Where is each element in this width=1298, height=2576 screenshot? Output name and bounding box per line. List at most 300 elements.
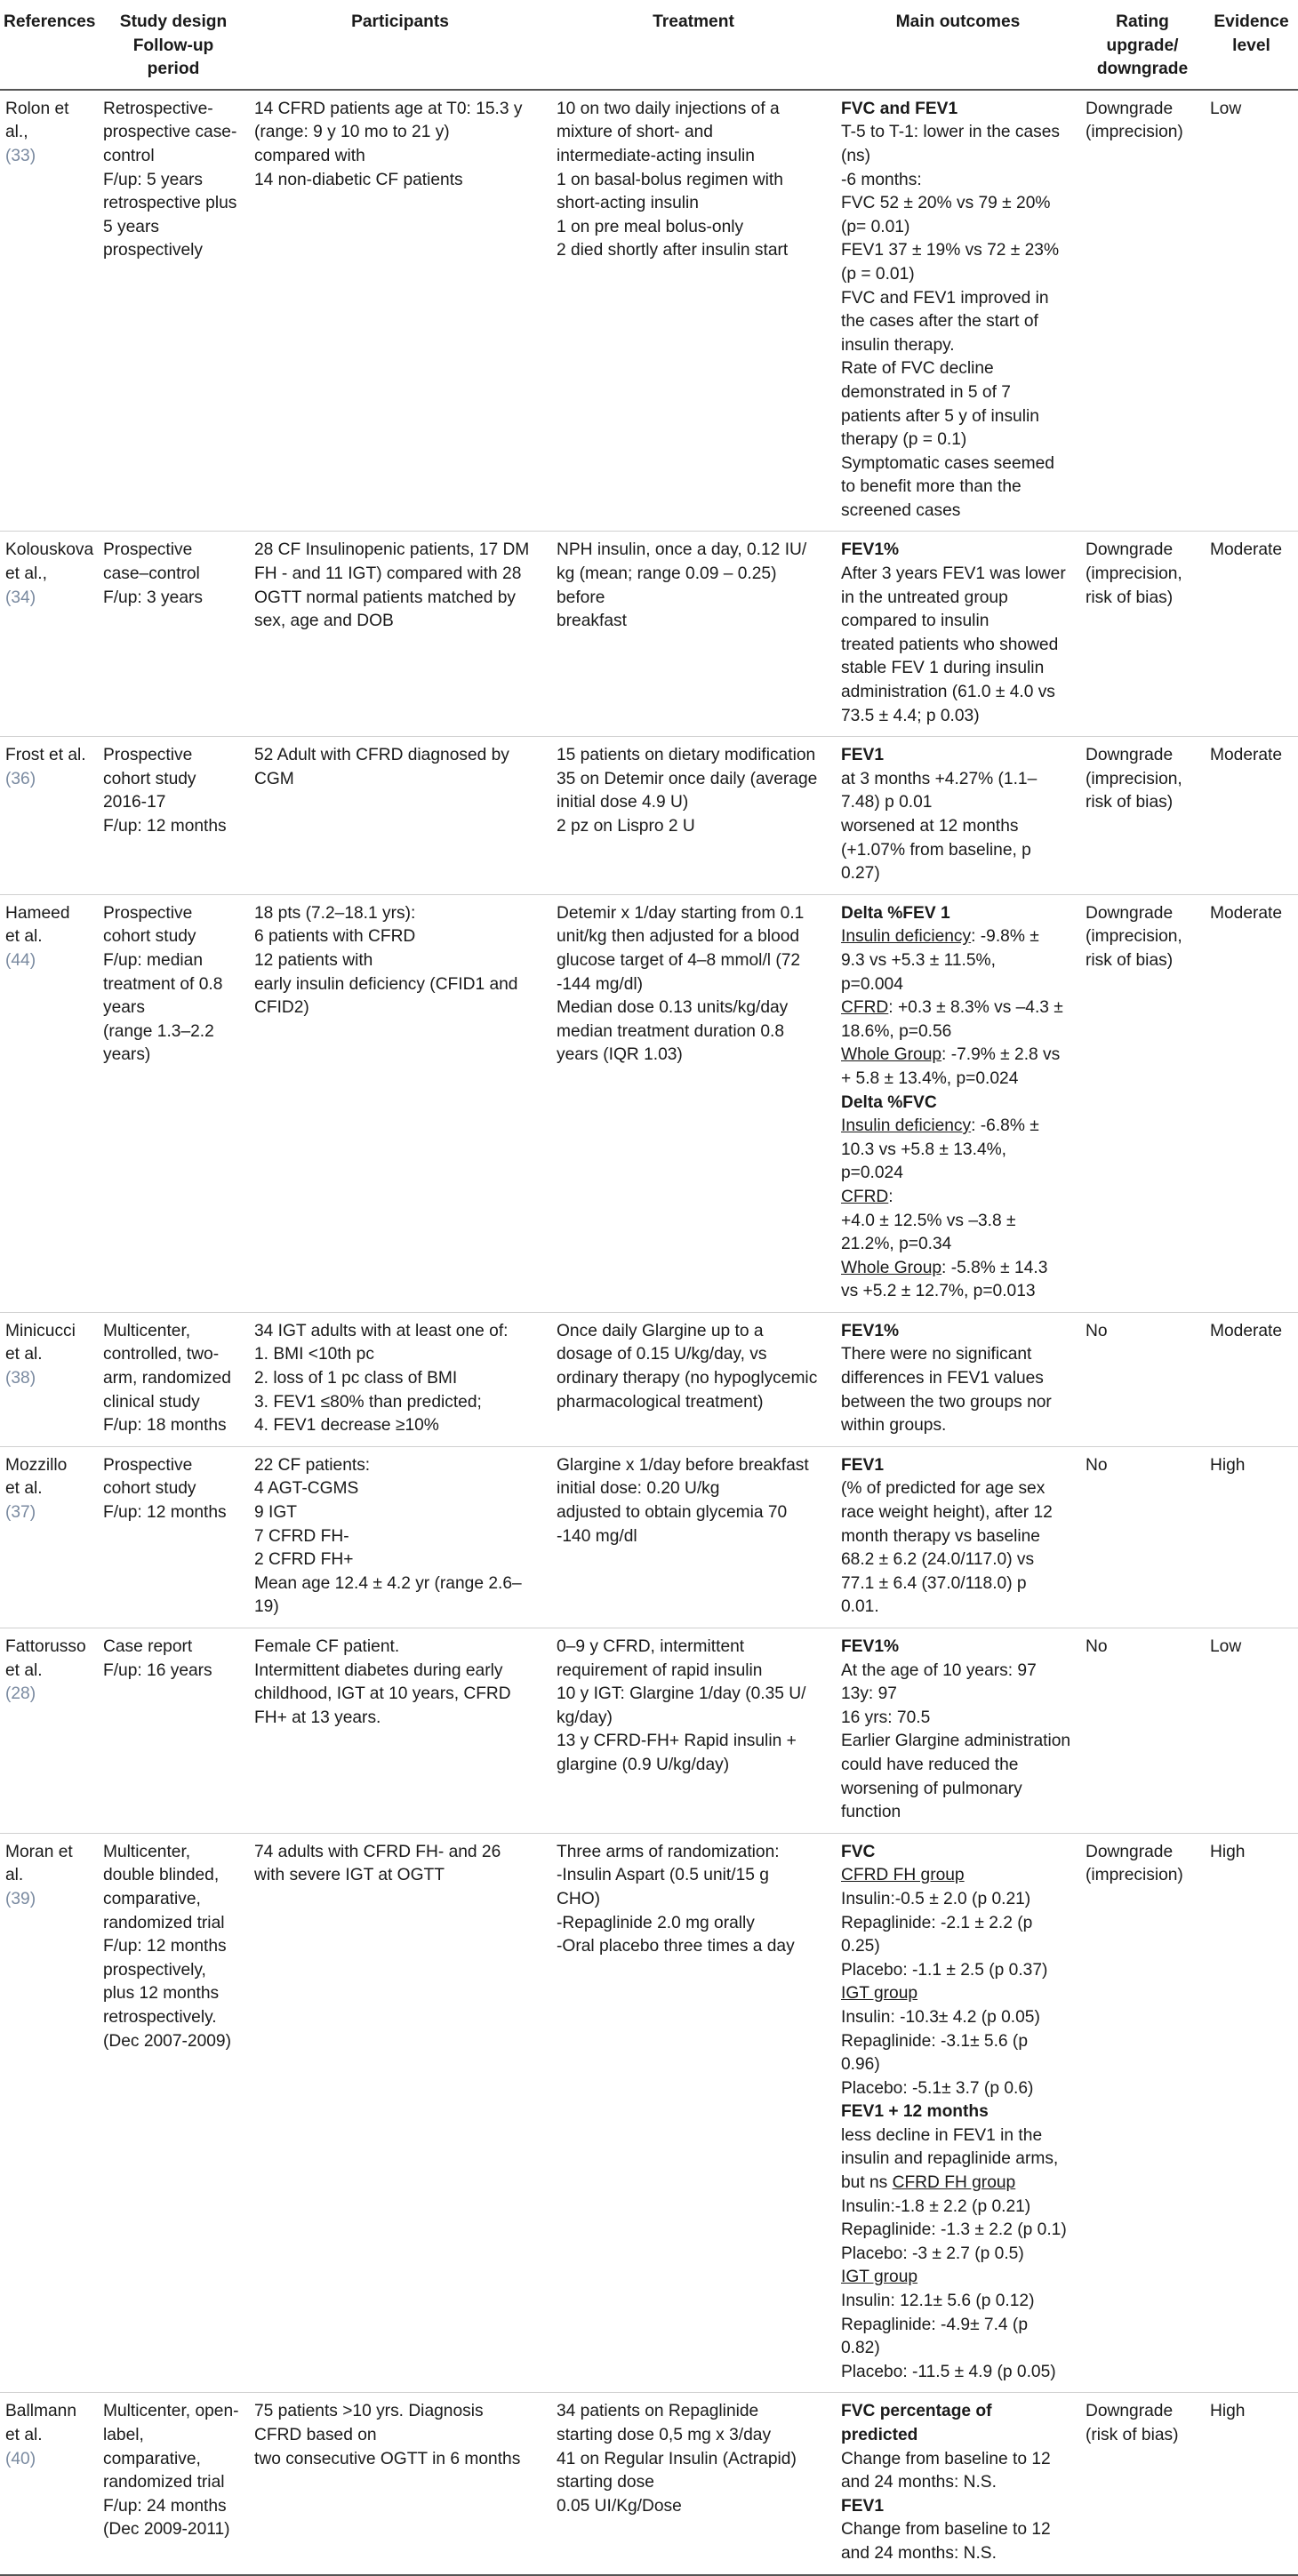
- study-design-line: cohort study: [103, 1479, 196, 1499]
- outcome-line: [841, 145, 1075, 169]
- participants-line: FH - and 11 IGT) compared with 28: [254, 564, 522, 584]
- outcome-text: 16 yrs: 70.5: [841, 1708, 931, 1727]
- outcome-text: treated patients who showed: [841, 635, 1059, 654]
- outcome-text: function: [841, 1803, 901, 1822]
- table-row: [0, 1446, 1298, 1628]
- outcome-line: [841, 2337, 1075, 2361]
- cell-participants: [249, 90, 551, 532]
- outcome-heading: FEV1: [841, 2496, 884, 2516]
- header-row: [0, 0, 1298, 90]
- treatment-line: Median dose 0.13 units/kg/day: [557, 998, 789, 1018]
- reference-name: Kolouskova: [5, 540, 94, 560]
- participants-line: 4. FEV1 decrease ≥10%: [254, 1416, 439, 1436]
- study-design-line: F/up: 16 years: [103, 1660, 212, 1680]
- treatment-line: before: [557, 588, 605, 607]
- study-design-line: plus 12 months: [103, 1984, 220, 2004]
- outcome-line: [841, 2424, 1075, 2448]
- cell-main-outcomes: [836, 1446, 1080, 1628]
- cell-reference: [0, 2393, 98, 2575]
- treatment-line: 13 y CFRD-FH+ Rapid insulin +: [557, 1732, 797, 1751]
- outcome-line: [841, 1982, 1075, 2006]
- outcome-text: Placebo: -3 ± 2.7 (p 0.5): [841, 2244, 1024, 2263]
- study-design-line: double blinded,: [103, 1866, 220, 1885]
- participants-line: OGTT normal patients matched by: [254, 588, 516, 607]
- rating-line: (risk of bias): [1086, 2426, 1179, 2444]
- study-design-line: F/up: 12 months: [103, 1503, 227, 1523]
- cell-main-outcomes: [836, 90, 1080, 532]
- cell-evidence-level: Low: [1205, 90, 1298, 532]
- outcome-line: [841, 1501, 1075, 1525]
- treatment-line: 2 pz on Lispro 2 U: [557, 817, 695, 836]
- outcome-line: [841, 381, 1075, 405]
- outcome-text: Symptomatic cases seemed: [841, 453, 1054, 473]
- outcome-line: [841, 121, 1075, 145]
- cell-participants: [249, 894, 551, 1312]
- outcome-subgroup: Whole Group: [841, 1258, 942, 1277]
- participants-line: 52 Adult with CFRD diagnosed by: [254, 746, 509, 765]
- outcome-heading: FVC percentage of: [841, 2402, 992, 2421]
- outcome-subgroup: IGT group: [841, 2268, 918, 2287]
- outcome-line: [841, 949, 1075, 973]
- treatment-line: -Repaglinide 2.0 mg orally: [557, 1913, 755, 1932]
- outcome-line: [841, 98, 1075, 122]
- outcome-text: 0.25): [841, 1937, 880, 1956]
- outcome-text: 0.82): [841, 2339, 880, 2358]
- treatment-line: requirement of rapid insulin: [557, 1660, 763, 1680]
- study-design-line: retrospectively.: [103, 2007, 217, 2027]
- header-line: Rating: [1116, 12, 1169, 31]
- cell-treatment: [551, 737, 836, 895]
- participants-line: (range: 9 y 10 mo to 21 y): [254, 123, 450, 142]
- treatment-line: 15 patients on dietary modification: [557, 746, 816, 765]
- header-line: Main outcomes: [895, 12, 1021, 31]
- rating-line: (imprecision): [1086, 123, 1183, 142]
- outcome-text: Repaglinide: -3.1± 5.6 (p: [841, 2031, 1028, 2051]
- treatment-line: 10 y IGT: Glargine 1/day (0.35 U/: [557, 1684, 806, 1704]
- outcome-line: [841, 744, 1075, 768]
- outcome-line: [841, 310, 1075, 334]
- outcome-text: demonstrated in 5 of 7: [841, 382, 1011, 402]
- outcome-line: [841, 2361, 1075, 2385]
- study-design-line: clinical study: [103, 1392, 200, 1412]
- outcome-line: [841, 287, 1075, 311]
- outcome-line: [841, 2148, 1075, 2172]
- outcome-text: Placebo: -1.1 ± 2.5 (p 0.37): [841, 1960, 1048, 1980]
- treatment-line: median treatment duration 0.8: [557, 1021, 784, 1041]
- reference-name: Hameed: [5, 903, 70, 923]
- cell-evidence-level: Moderate: [1205, 894, 1298, 1312]
- treatment-line: starting dose: [557, 2473, 654, 2492]
- outcome-line: [841, 1707, 1075, 1731]
- treatment-line: unit/kg then adjusted for a blood: [557, 927, 800, 947]
- outcome-text: Insulin:-0.5 ± 2.0 (p 0.21): [841, 1889, 1031, 1908]
- outcome-text: race weight height), after 12: [841, 1503, 1053, 1523]
- header-line: References: [4, 12, 96, 31]
- outcome-text: p=0.024: [841, 1164, 903, 1183]
- outcome-subgroup: CFRD FH group: [841, 1866, 965, 1885]
- table-body: [0, 90, 1298, 2575]
- outcome-text: the cases after the start of: [841, 312, 1038, 332]
- cell-evidence-level: Moderate: [1205, 737, 1298, 895]
- rating-line: Downgrade: [1086, 746, 1174, 765]
- cell-treatment: [551, 532, 836, 737]
- outcome-line: [841, 2053, 1075, 2077]
- study-design-line: F/up: 12 months: [103, 1937, 227, 1956]
- cell-rating: [1080, 1628, 1205, 1834]
- outcome-text: FVC and FEV1 improved in: [841, 288, 1049, 308]
- reference-citation: (40): [5, 2449, 36, 2468]
- outcome-subgroup: Insulin deficiency: [841, 1116, 972, 1136]
- cell-participants: [249, 1833, 551, 2393]
- treatment-line: initial dose 4.9 U): [557, 793, 689, 812]
- cell-treatment: [551, 2393, 836, 2575]
- outcome-line: [841, 681, 1075, 705]
- rating-line: risk of bias): [1086, 950, 1174, 970]
- study-design-line: Prospective: [103, 746, 193, 765]
- outcome-line: [841, 1092, 1075, 1116]
- outcome-text: 13y: 97: [841, 1684, 897, 1704]
- outcome-text: could have reduced the: [841, 1755, 1019, 1774]
- outcome-line: [841, 2290, 1075, 2314]
- treatment-line: 2 died shortly after insulin start: [557, 241, 789, 260]
- outcome-subgroup: CFRD: [841, 998, 889, 1018]
- outcome-line: [841, 1320, 1075, 1344]
- participants-line: 75 patients >10 yrs. Diagnosis: [254, 2402, 484, 2421]
- outcome-text: 0.96): [841, 2055, 880, 2075]
- outcome-line: [841, 768, 1075, 792]
- study-design-line: cohort study: [103, 769, 196, 788]
- outcome-line: [841, 1454, 1075, 1478]
- header-line: level: [1232, 36, 1270, 55]
- outcome-text: but ns: [841, 2173, 893, 2193]
- study-design-line: years: [103, 998, 145, 1018]
- outcome-text: Rate of FVC decline: [841, 359, 994, 379]
- outcome-text: Repaglinide: -1.3 ± 2.2 (p 0.1): [841, 2220, 1067, 2240]
- cell-evidence-level: High: [1205, 2393, 1298, 2575]
- study-design-line: F/up: 3 years: [103, 588, 203, 607]
- cell-reference: [0, 894, 98, 1312]
- outcome-line: [841, 1343, 1075, 1367]
- treatment-line: -144 mg/dl): [557, 974, 644, 994]
- study-design-line: Case report: [103, 1637, 193, 1656]
- outcome-text: 7.48) p 0.01: [841, 793, 933, 812]
- header-line: upgrade/: [1106, 36, 1179, 55]
- cell-study-design: [98, 894, 249, 1312]
- outcome-line: [841, 239, 1075, 263]
- treatment-line: -Insulin Aspart (0.5 unit/15 g: [557, 1866, 769, 1885]
- outcome-subgroup: CFRD FH group: [892, 2173, 1016, 2193]
- cell-reference: [0, 1312, 98, 1446]
- reference-name: et al.: [5, 1345, 43, 1364]
- outcome-line: [841, 2518, 1075, 2542]
- cell-treatment: [551, 1446, 836, 1628]
- outcome-line: [841, 973, 1075, 997]
- participants-line: 3. FEV1 ≤80% than predicted;: [254, 1392, 482, 1412]
- header-line: Follow-up: [132, 36, 214, 55]
- study-design-line: retrospective plus: [103, 194, 237, 213]
- rating-line: (imprecision): [1086, 1866, 1183, 1885]
- participants-line: 18 pts (7.2–18.1 yrs):: [254, 903, 416, 923]
- outcome-line: [841, 2196, 1075, 2220]
- outcome-line: [841, 1210, 1075, 1234]
- outcome-line: [841, 1391, 1075, 1415]
- study-design-line: comparative,: [103, 1889, 201, 1908]
- cell-participants: [249, 737, 551, 895]
- cell-treatment: [551, 894, 836, 1312]
- outcome-text: worsening of pulmonary: [841, 1779, 1022, 1798]
- outcome-text: 21.2%, p=0.34: [841, 1235, 952, 1254]
- study-design-line: cohort study: [103, 927, 196, 947]
- outcome-line: [841, 657, 1075, 681]
- treatment-line: glucose target of 4–8 mmol/l (72: [557, 950, 801, 970]
- participants-line: 34 IGT adults with at least one of:: [254, 1321, 509, 1340]
- outcome-line: [841, 428, 1075, 452]
- rating-line: (imprecision,: [1086, 769, 1182, 788]
- rating-line: No: [1086, 1637, 1108, 1656]
- reference-citation: (37): [5, 1503, 36, 1523]
- outcome-text: Insulin: -10.3± 4.2 (p 0.05): [841, 2007, 1040, 2027]
- treatment-line: kg/day): [557, 1708, 613, 1727]
- outcome-line: [841, 1257, 1075, 1281]
- reference-name: et al.,: [5, 564, 47, 584]
- outcome-text: : -6.8% ±: [971, 1116, 1039, 1136]
- cell-treatment: [551, 1312, 836, 1446]
- outcome-text: insulin and repaglinide arms,: [841, 2149, 1059, 2169]
- reference-name: Ballmann: [5, 2402, 76, 2421]
- study-design-line: Multicenter,: [103, 1321, 191, 1340]
- cell-reference: [0, 532, 98, 737]
- cell-study-design: [98, 1446, 249, 1628]
- study-design-line: 2016-17: [103, 793, 166, 812]
- rating-line: risk of bias): [1086, 793, 1174, 812]
- outcome-text: therapy (p = 0.1): [841, 430, 967, 450]
- study-design-line: Multicenter,: [103, 1842, 191, 1861]
- treatment-line: -140 mg/dl: [557, 1526, 637, 1546]
- table-row: [0, 2393, 1298, 2575]
- cell-participants: [249, 1628, 551, 1834]
- participants-line: FH+ at 13 years.: [254, 1708, 381, 1727]
- outcome-line: [841, 1730, 1075, 1754]
- treatment-line: 34 patients on Repaglinide: [557, 2402, 759, 2421]
- participants-line: childhood, IGT at 10 years, CFRD: [254, 1684, 511, 1704]
- reference-name: et al.: [5, 2426, 43, 2444]
- outcome-line: [841, 539, 1075, 563]
- outcome-text: 10.3 vs +5.8 ± 13.4%,: [841, 1140, 1007, 1159]
- cell-reference: [0, 1833, 98, 2393]
- participants-line: 7 CFRD FH-: [254, 1526, 349, 1546]
- rating-line: Downgrade: [1086, 1842, 1174, 1861]
- table-row: [0, 90, 1298, 532]
- study-design-line: F/up: 18 months: [103, 1416, 227, 1436]
- outcome-text: Placebo: -11.5 ± 4.9 (p 0.05): [841, 2362, 1056, 2381]
- outcome-line: [841, 925, 1075, 949]
- outcome-line: [841, 2471, 1075, 2495]
- reference-citation: (38): [5, 1369, 36, 1388]
- treatment-line: adjusted to obtain glycemia 70: [557, 1503, 788, 1523]
- cell-participants: [249, 532, 551, 737]
- outcome-line: [841, 1572, 1075, 1596]
- outcome-text: :: [888, 1187, 893, 1206]
- participants-line: 2. loss of 1 pc class of BMI: [254, 1369, 458, 1388]
- reference-name: Moran et al.: [5, 1842, 73, 1885]
- outcome-line: [841, 1596, 1075, 1620]
- outcome-line: [841, 1801, 1075, 1825]
- treatment-line: ordinary therapy (no hypoglycemic: [557, 1369, 818, 1388]
- outcome-text: At the age of 10 years: 97: [841, 1660, 1037, 1680]
- reference-citation: (34): [5, 588, 36, 607]
- reference-name: Mozzillo: [5, 1455, 68, 1475]
- table-row: [0, 1312, 1298, 1446]
- outcome-text: T-5 to T-1: lower in the cases: [841, 123, 1060, 142]
- outcome-heading: Delta %FEV 1: [841, 903, 950, 923]
- outcome-text: Earlier Glargine administration: [841, 1732, 1071, 1751]
- outcome-line: [841, 1636, 1075, 1660]
- outcome-text: 18.6%, p=0.56: [841, 1021, 952, 1041]
- outcome-text: 9.3 vs +5.3 ± 11.5%,: [841, 950, 996, 970]
- header-main-outcomes: [836, 0, 1080, 90]
- study-design-line: arm, randomized: [103, 1369, 231, 1388]
- table-row: [0, 737, 1298, 895]
- outcome-text: After 3 years FEV1 was lower: [841, 564, 1066, 584]
- outcome-text: 68.2 ± 6.2 (24.0/117.0) vs: [841, 1550, 1035, 1570]
- reference-citation: (44): [5, 950, 36, 970]
- table-row: [0, 532, 1298, 737]
- outcome-text: compared to insulin: [841, 612, 990, 631]
- reference-name: et al.: [5, 1660, 43, 1680]
- outcome-line: [841, 2243, 1075, 2267]
- cell-rating: [1080, 532, 1205, 737]
- header-evidence-level: [1205, 0, 1298, 90]
- outcome-line: [841, 1044, 1075, 1068]
- outcome-line: [841, 2266, 1075, 2290]
- outcome-text: Change from baseline to 12: [841, 2449, 1051, 2468]
- study-design-line: prospectively: [103, 241, 203, 260]
- header-participants: [249, 0, 551, 90]
- study-design-line: label,: [103, 2426, 144, 2444]
- participants-line: 4 AGT-CGMS: [254, 1479, 359, 1499]
- outcome-text: FVC 52 ± 20% vs 79 ± 20%: [841, 194, 1051, 213]
- outcome-text: at 3 months +4.27% (1.1–: [841, 769, 1038, 788]
- table-row: [0, 894, 1298, 1312]
- study-design-line: F/up: median: [103, 950, 203, 970]
- study-design-line: (Dec 2009-2011): [103, 2520, 230, 2540]
- table-row: [0, 1833, 1298, 2393]
- rating-line: No: [1086, 1321, 1108, 1340]
- outcome-line: [841, 452, 1075, 476]
- outcome-line: [841, 1280, 1075, 1304]
- outcome-line: [841, 1186, 1075, 1210]
- reference-name: Frost et al.: [5, 746, 86, 765]
- header-line: downgrade: [1096, 60, 1189, 79]
- outcome-text: (p= 0.01): [841, 217, 910, 236]
- study-design-line: control: [103, 146, 155, 165]
- participants-line: Intermittent diabetes during early: [254, 1660, 503, 1680]
- treatment-line: glargine (0.9 U/kg/day): [557, 1755, 730, 1774]
- study-design-line: years): [103, 1045, 151, 1065]
- treatment-line: Glargine x 1/day before breakfast: [557, 1455, 809, 1475]
- outcome-heading: FVC and FEV1: [841, 99, 958, 118]
- reference-citation: (28): [5, 1684, 36, 1704]
- treatment-line: breakfast: [557, 612, 627, 631]
- outcome-text: Insulin:-1.8 ± 2.2 (p 0.21): [841, 2196, 1031, 2216]
- cell-rating: [1080, 1833, 1205, 2393]
- cell-rating: [1080, 90, 1205, 532]
- outcome-text: in the untreated group: [841, 588, 1008, 607]
- header-line: Treatment: [653, 12, 734, 31]
- treatment-line: short-acting insulin: [557, 194, 699, 213]
- study-design-line: prospective case-: [103, 123, 237, 142]
- cell-main-outcomes: [836, 737, 1080, 895]
- outcome-text: 0.01.: [841, 1597, 879, 1617]
- cell-treatment: [551, 1628, 836, 1834]
- outcome-text: (+1.07% from baseline, p: [841, 840, 1031, 860]
- outcome-text: insulin therapy.: [841, 335, 955, 355]
- treatment-line: pharmacological treatment): [557, 1392, 764, 1412]
- outcome-text: 0.27): [841, 864, 880, 884]
- rating-line: No: [1086, 1455, 1108, 1475]
- participants-line: 1. BMI <10th pc: [254, 1345, 374, 1364]
- outcome-heading: FEV1: [841, 1455, 884, 1475]
- outcome-line: [841, 216, 1075, 240]
- outcome-line: [841, 610, 1075, 634]
- treatment-line: 1 on basal-bolus regimen with: [557, 170, 783, 189]
- outcome-line: [841, 2542, 1075, 2566]
- outcome-text: Repaglinide: -2.1 ± 2.2 (p: [841, 1913, 1033, 1932]
- cell-study-design: [98, 1312, 249, 1446]
- rating-line: Downgrade: [1086, 2402, 1174, 2421]
- rating-line: (imprecision,: [1086, 564, 1182, 584]
- outcome-heading: FEV1 + 12 months: [841, 2102, 989, 2122]
- participants-line: CFRD based on: [254, 2426, 377, 2444]
- treatment-line: years (IQR 1.03): [557, 1045, 683, 1065]
- outcome-line: [841, 902, 1075, 926]
- cell-evidence-level: Low: [1205, 1628, 1298, 1834]
- study-design-line: controlled, two-: [103, 1345, 220, 1364]
- cell-evidence-level: High: [1205, 1833, 1298, 2393]
- outcome-line: [841, 862, 1075, 886]
- outcome-line: [841, 192, 1075, 216]
- outcome-line: [841, 815, 1075, 839]
- study-design-line: randomized trial: [103, 1913, 225, 1932]
- outcome-line: [841, 839, 1075, 863]
- outcome-heading: FVC: [841, 1842, 876, 1861]
- outcome-line: [841, 263, 1075, 287]
- cell-main-outcomes: [836, 1628, 1080, 1834]
- cell-study-design: [98, 2393, 249, 2575]
- cell-main-outcomes: [836, 894, 1080, 1312]
- rating-line: Downgrade: [1086, 540, 1174, 560]
- outcome-subgroup: Whole Group: [841, 1045, 942, 1065]
- rating-line: (imprecision,: [1086, 927, 1182, 947]
- cell-treatment: [551, 1833, 836, 2393]
- cell-main-outcomes: [836, 1312, 1080, 1446]
- participants-line: 12 patients with: [254, 950, 373, 970]
- outcome-line: [841, 996, 1075, 1020]
- outcome-line: [841, 476, 1075, 500]
- treatment-line: intermediate-acting insulin: [557, 146, 755, 165]
- outcome-text: There were no significant: [841, 1345, 1032, 1364]
- cell-rating: [1080, 1446, 1205, 1628]
- outcome-line: [841, 405, 1075, 429]
- outcome-line: [841, 705, 1075, 729]
- participants-line: 2 CFRD FH+: [254, 1550, 354, 1570]
- header-line: Participants: [351, 12, 449, 31]
- outcome-text: (p = 0.01): [841, 264, 915, 284]
- cell-participants: [249, 1446, 551, 1628]
- outcome-text: p=0.004: [841, 974, 903, 994]
- participants-line: 9 IGT: [254, 1503, 297, 1523]
- outcome-line: [841, 2314, 1075, 2338]
